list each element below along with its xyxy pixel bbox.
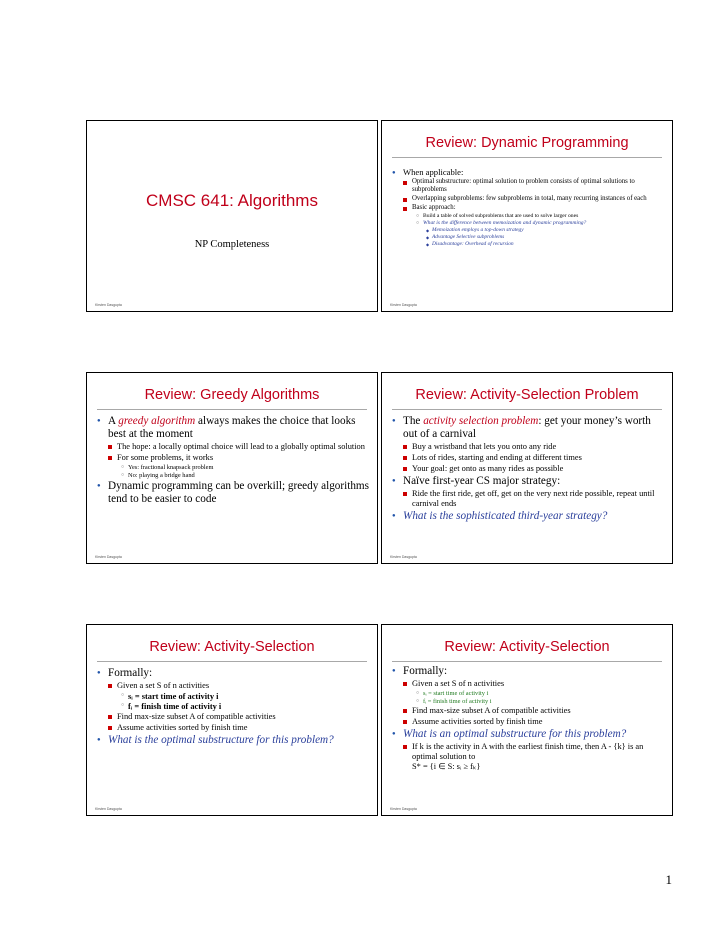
title-divider [97,409,367,410]
bullet: ● Naïve first-year CS major strategy: [392,475,664,488]
slide-footer: Kirsten Dasgupta [95,807,122,811]
bullet: ◆ Memoization employs a top-down strategy [392,227,664,234]
title-divider [97,661,367,662]
slide-footer: Kirsten Dasgupta [95,555,122,559]
bullet: ● When applicable: [392,167,664,177]
bullet: ○ What is the difference between memoization and dynamic programming? [392,220,664,227]
bullet: ○ Yes: fractional knapsack problem [97,464,369,472]
bullet: Your goal: get onto as many rides as possible [392,464,664,474]
slide-6 [381,624,673,816]
slide-3 [86,372,378,564]
bullet: Optimal substructure: optimal solution to problem consists of optimal solutions to subproblems [392,178,664,194]
bullet: ○ fᵢ = finish time of activity i [392,698,664,706]
title-divider [392,409,662,410]
bullet: ○ sᵢ = start time of activity i [97,692,369,702]
slide-footer: Kirsten Dasgupta [390,303,417,307]
bullet: ○ Build a table of solved subproblems that are used to solve larger ones [392,213,664,220]
slide-footer: Kirsten Dasgupta [95,303,122,307]
bullet: Find max-size subset A of compatible activities [392,706,664,716]
bullet: ● Dynamic programming can be overkill; greedy algorithms tend to be easier to code [97,480,369,506]
bullet: ○ sᵢ = start time of activity i [392,690,664,698]
bullet: The hope: a locally optimal choice will lead to a globally optimal solution [97,442,369,452]
bullet: Given a set S of n activities [392,679,664,689]
bullet: ◆ Advantage Selective subproblems [392,234,664,241]
bullet: Assume activities sorted by finish time [392,717,664,727]
bullet: Lots of rides, starting and ending at different times [392,453,664,463]
bullet: Assume activities sorted by finish time [97,723,369,733]
page-number: 1 [665,872,672,887]
bullet: ● What is an optimal substructure for this problem? [392,728,664,741]
slide-5 [86,624,378,816]
slide-2 [381,120,673,312]
bullet: ● Formally: [97,667,369,680]
bullet: ● What is the optimal substructure for this problem? [97,734,369,747]
title-divider [392,661,662,662]
slide-1-title: CMSC 641: Algorithms [146,191,318,210]
bullet: For some problems, it works [97,453,369,463]
title-divider [392,157,662,158]
slide-footer: Kirsten Dasgupta [390,555,417,559]
bullet: ○ No: playing a bridge hand [97,472,369,480]
bullet: Find max-size subset A of compatible activities [97,712,369,722]
bullet: ● What is the sophisticated third-year strategy? [392,510,664,523]
bullet: ● Formally: [392,665,664,678]
slide-5-title: Review: Activity-Selection [149,639,315,655]
slide-footer: Kirsten Dasgupta [390,807,417,811]
bullet: Basic approach: [392,204,664,212]
slide-1-subtitle: NP Completeness [194,239,270,250]
bullet: Ride the first ride, get off, get on the very next ride possible, repeat until carnival ends [392,489,664,509]
bullet: Overlapping subproblems: few subproblems in total, many recurring instances of each [392,195,664,203]
slide-4 [381,372,673,564]
bullet: ◆ Disadvantage: Overhead of recursion [392,241,664,248]
bullet: ● The activity selection problem: get your money’s worth out of a carnival [392,415,664,441]
slide-6-title: Review: Activity-Selection [444,639,610,655]
slide-3-title: Review: Greedy Algorithms [144,387,320,403]
slide-1 [86,120,378,312]
bullet: ○ fᵢ = finish time of activity i [97,702,369,712]
bullet: Given a set S of n activities [97,681,369,691]
bullet: If k is the activity in A with the earliest finish time, then A - {k} is an optimal solution to S* = {i ∈ S: sᵢ ≥ fₖ} [392,742,664,772]
slide-4-title: Review: Activity-Selection Problem [415,387,639,403]
bullet: ● A greedy algorithm always makes the choice that looks best at the moment [97,415,369,441]
bullet: Buy a wristband that lets you onto any ride [392,442,664,452]
slide-2-title: Review: Dynamic Programming [425,135,629,151]
